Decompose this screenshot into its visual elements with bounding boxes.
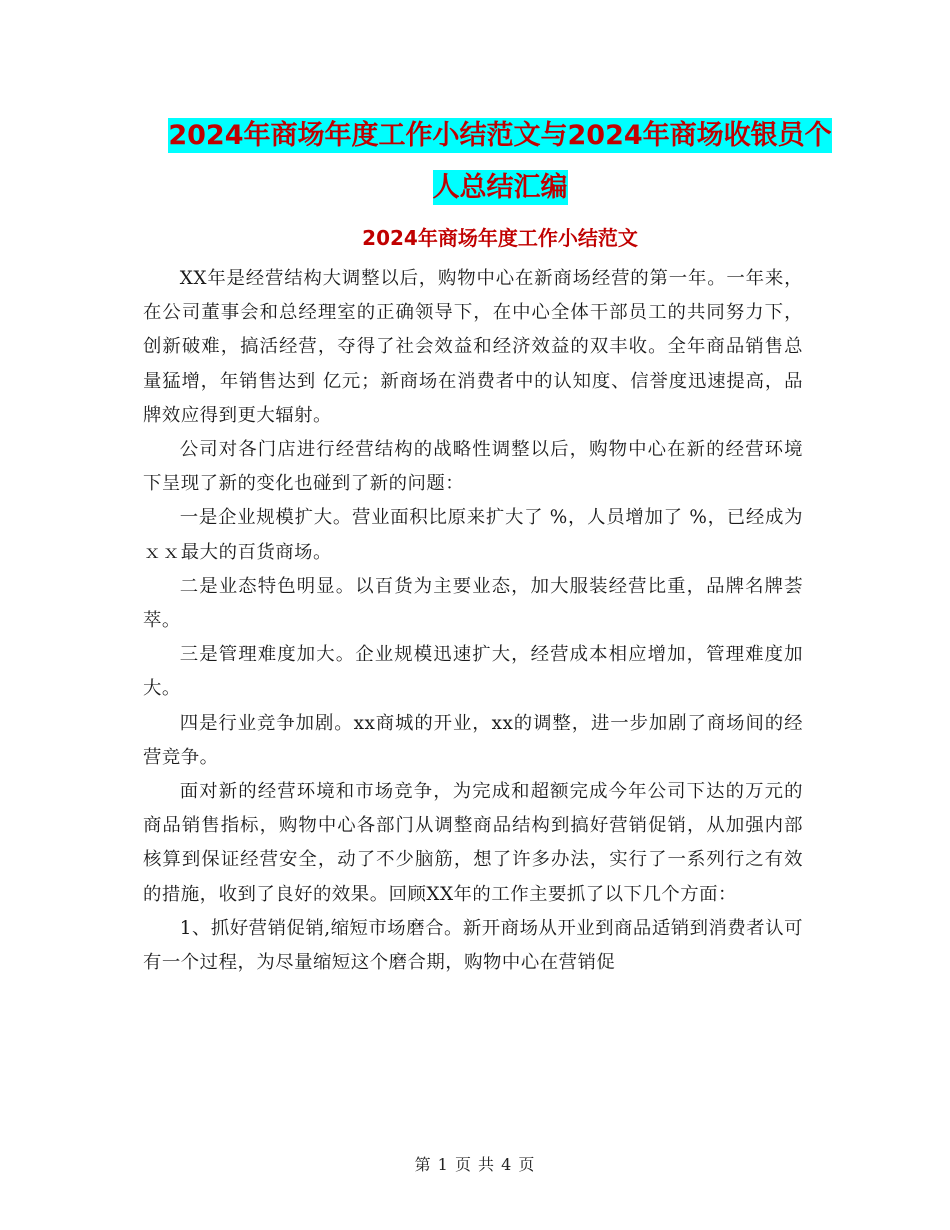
- document-title-line-2: 人总结汇编: [432, 172, 568, 203]
- paragraph: 二是业态特色明显。以百货为主要业态，加大服装经营比重，品牌名牌荟萃。: [143, 575, 803, 632]
- paragraph: 公司对各门店进行经营结构的战略性调整以后，购物中心在新的经营环境下呈现了新的变化也碰到了新的问题：: [143, 439, 803, 495]
- page-number-footer: 第 1 页 共 4 页: [414, 1155, 536, 1174]
- paragraph: 四是行业竞争加剧。xx商城的开业，xx的调整，进一步加剧了商场间的经营竞争。: [143, 712, 803, 768]
- paragraph: XX年是经营结构大调整以后，购物中心在新商场经营的第一年。一年来，在公司董事会和总经理室的正确领导下，在中心全体干部员工的共同努力下，创新破难，搞活经营，夺得了社会效益和经济效益的双丰收。全年商品销售总量猛增，年销售达到 亿元；新商场在消费者中的认知度、信誉度迅速提高，品牌效应得到更大辐射。: [143, 268, 803, 426]
- paragraph: 1、抓好营销促销,缩短市场磨合。新开商场从开业到商品适销到消费者认可有一个过程，为尽量缩短这个磨合期，购物中心在营销促: [143, 917, 803, 974]
- document-title: [140, 110, 860, 214]
- paragraph: 一是企业规模扩大。营业面积比原来扩大了 %，人员增加了 %，已经成为ｘｘ最大的百货商场。: [143, 507, 803, 563]
- paragraph: 三是管理难度加大。企业规模迅速扩大，经营成本相应增加，管理难度加大。: [143, 644, 803, 700]
- document-title-line-1: 2024年商场年度工作小结范文与2024年商场收银员个: [168, 120, 832, 151]
- document-body: [143, 262, 803, 980]
- section-title: 2024年商场年度工作小结范文: [362, 226, 638, 250]
- paragraph: 面对新的经营环境和市场竞争，为完成和超额完成今年公司下达的万元的商品销售指标，购物中心各部门从调整商品结构到搞好营销促销，从加强内部核算到保证经营安全，动了不少脑筋，想了许多办法，实行了一系列行之有效的措施，收到了良好的效果。回顾XX年的工作主要抓了以下几个方面：: [143, 781, 803, 905]
